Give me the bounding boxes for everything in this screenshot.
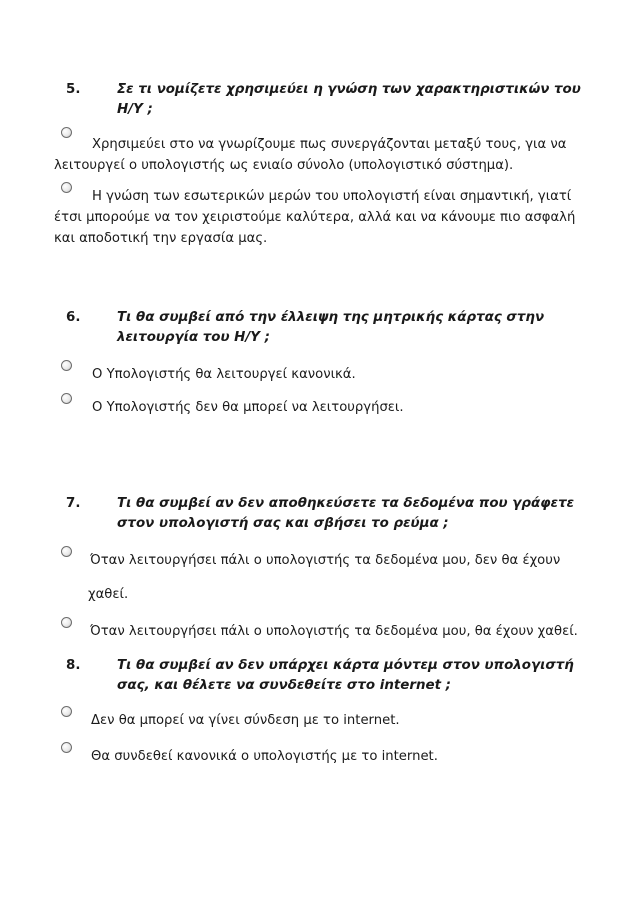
option-line: Ο Υπολογιστής δεν θα μπορεί να λειτουργήσει. [92, 400, 404, 415]
radio-button[interactable] [61, 706, 72, 717]
question-line: Τι θα συμβεί αν δεν υπάρχει κάρτα μόντεμ στον υπολογιστή [117, 658, 574, 673]
question-number: 7. [66, 496, 81, 511]
question-line: Η/Υ ; [117, 102, 153, 117]
question-number: 8. [66, 658, 81, 673]
option-line: Όταν λειτουργήσει πάλι ο υπολογιστής τα δεδομένα μου, θα έχουν χαθεί. [90, 624, 578, 639]
answer-option-8a[interactable] [91, 710, 591, 731]
option-line: Θα συνδεθεί κανονικά ο υπολογιστής με το internet. [91, 749, 438, 764]
question-text [117, 308, 587, 348]
option-line: Ο Υπολογιστής θα λειτουργεί κανονικά. [92, 367, 356, 382]
question-text [117, 494, 587, 534]
radio-button[interactable] [61, 742, 72, 753]
question-line: Τι θα συμβεί από την έλλειψη της μητρικής κάρτας στην [117, 310, 545, 325]
option-line: και αποδοτική την εργασία μας. [54, 231, 268, 246]
question-line: λειτουργία του Η/Υ ; [117, 330, 270, 345]
radio-button[interactable] [61, 546, 72, 557]
answer-option-5b[interactable] [54, 186, 624, 249]
radio-button[interactable] [61, 360, 72, 371]
question-line: Τι θα συμβεί αν δεν αποθηκεύσετε τα δεδομένα που γράφετε [117, 496, 575, 511]
answer-option-7b[interactable] [90, 621, 630, 642]
question-line: στον υπολογιστή σας και σβήσει το ρεύμα ; [117, 516, 449, 531]
option-line: χαθεί. [88, 587, 129, 602]
question-text [117, 656, 587, 696]
answer-option-7a[interactable] [90, 550, 610, 571]
question-number: 5. [66, 82, 81, 97]
radio-button[interactable] [61, 393, 72, 404]
answer-option-8b[interactable] [91, 746, 591, 767]
question-line: Σε τι νομίζετε χρησιμεύει η γνώση των χαρακτηριστικών του [117, 82, 581, 97]
answer-option-6a[interactable] [92, 364, 592, 385]
radio-button[interactable] [61, 617, 72, 628]
option-line: Η γνώση των εσωτερικών μερών του υπολογιστή είναι σημαντική, γιατί [92, 189, 572, 204]
answer-option-7a-continued [88, 584, 288, 605]
option-line: Χρησιμεύει στο να γνωρίζουμε πως συνεργάζονται μεταξύ τους, για να [92, 137, 567, 152]
question-line: σας, και θέλετε να συνδεθείτε στο internet ; [117, 678, 451, 693]
question-number: 6. [66, 310, 81, 325]
option-line: Όταν λειτουργήσει πάλι ο υπολογιστής τα δεδομένα μου, δεν θα έχουν [90, 553, 561, 568]
option-line: έτσι μπορούμε να τον χειριστούμε καλύτερα, αλλά και να κάνουμε πιο ασφαλή [54, 210, 576, 225]
question-text [117, 80, 587, 120]
answer-option-5a[interactable] [54, 134, 614, 176]
option-line: Δεν θα μπορεί να γίνει σύνδεση με το internet. [91, 713, 400, 728]
answer-option-6b[interactable] [92, 397, 592, 418]
option-line: λειτουργεί ο υπολογιστής ως ενιαίο σύνολο (υπολογιστικό σύστημα). [54, 158, 514, 173]
